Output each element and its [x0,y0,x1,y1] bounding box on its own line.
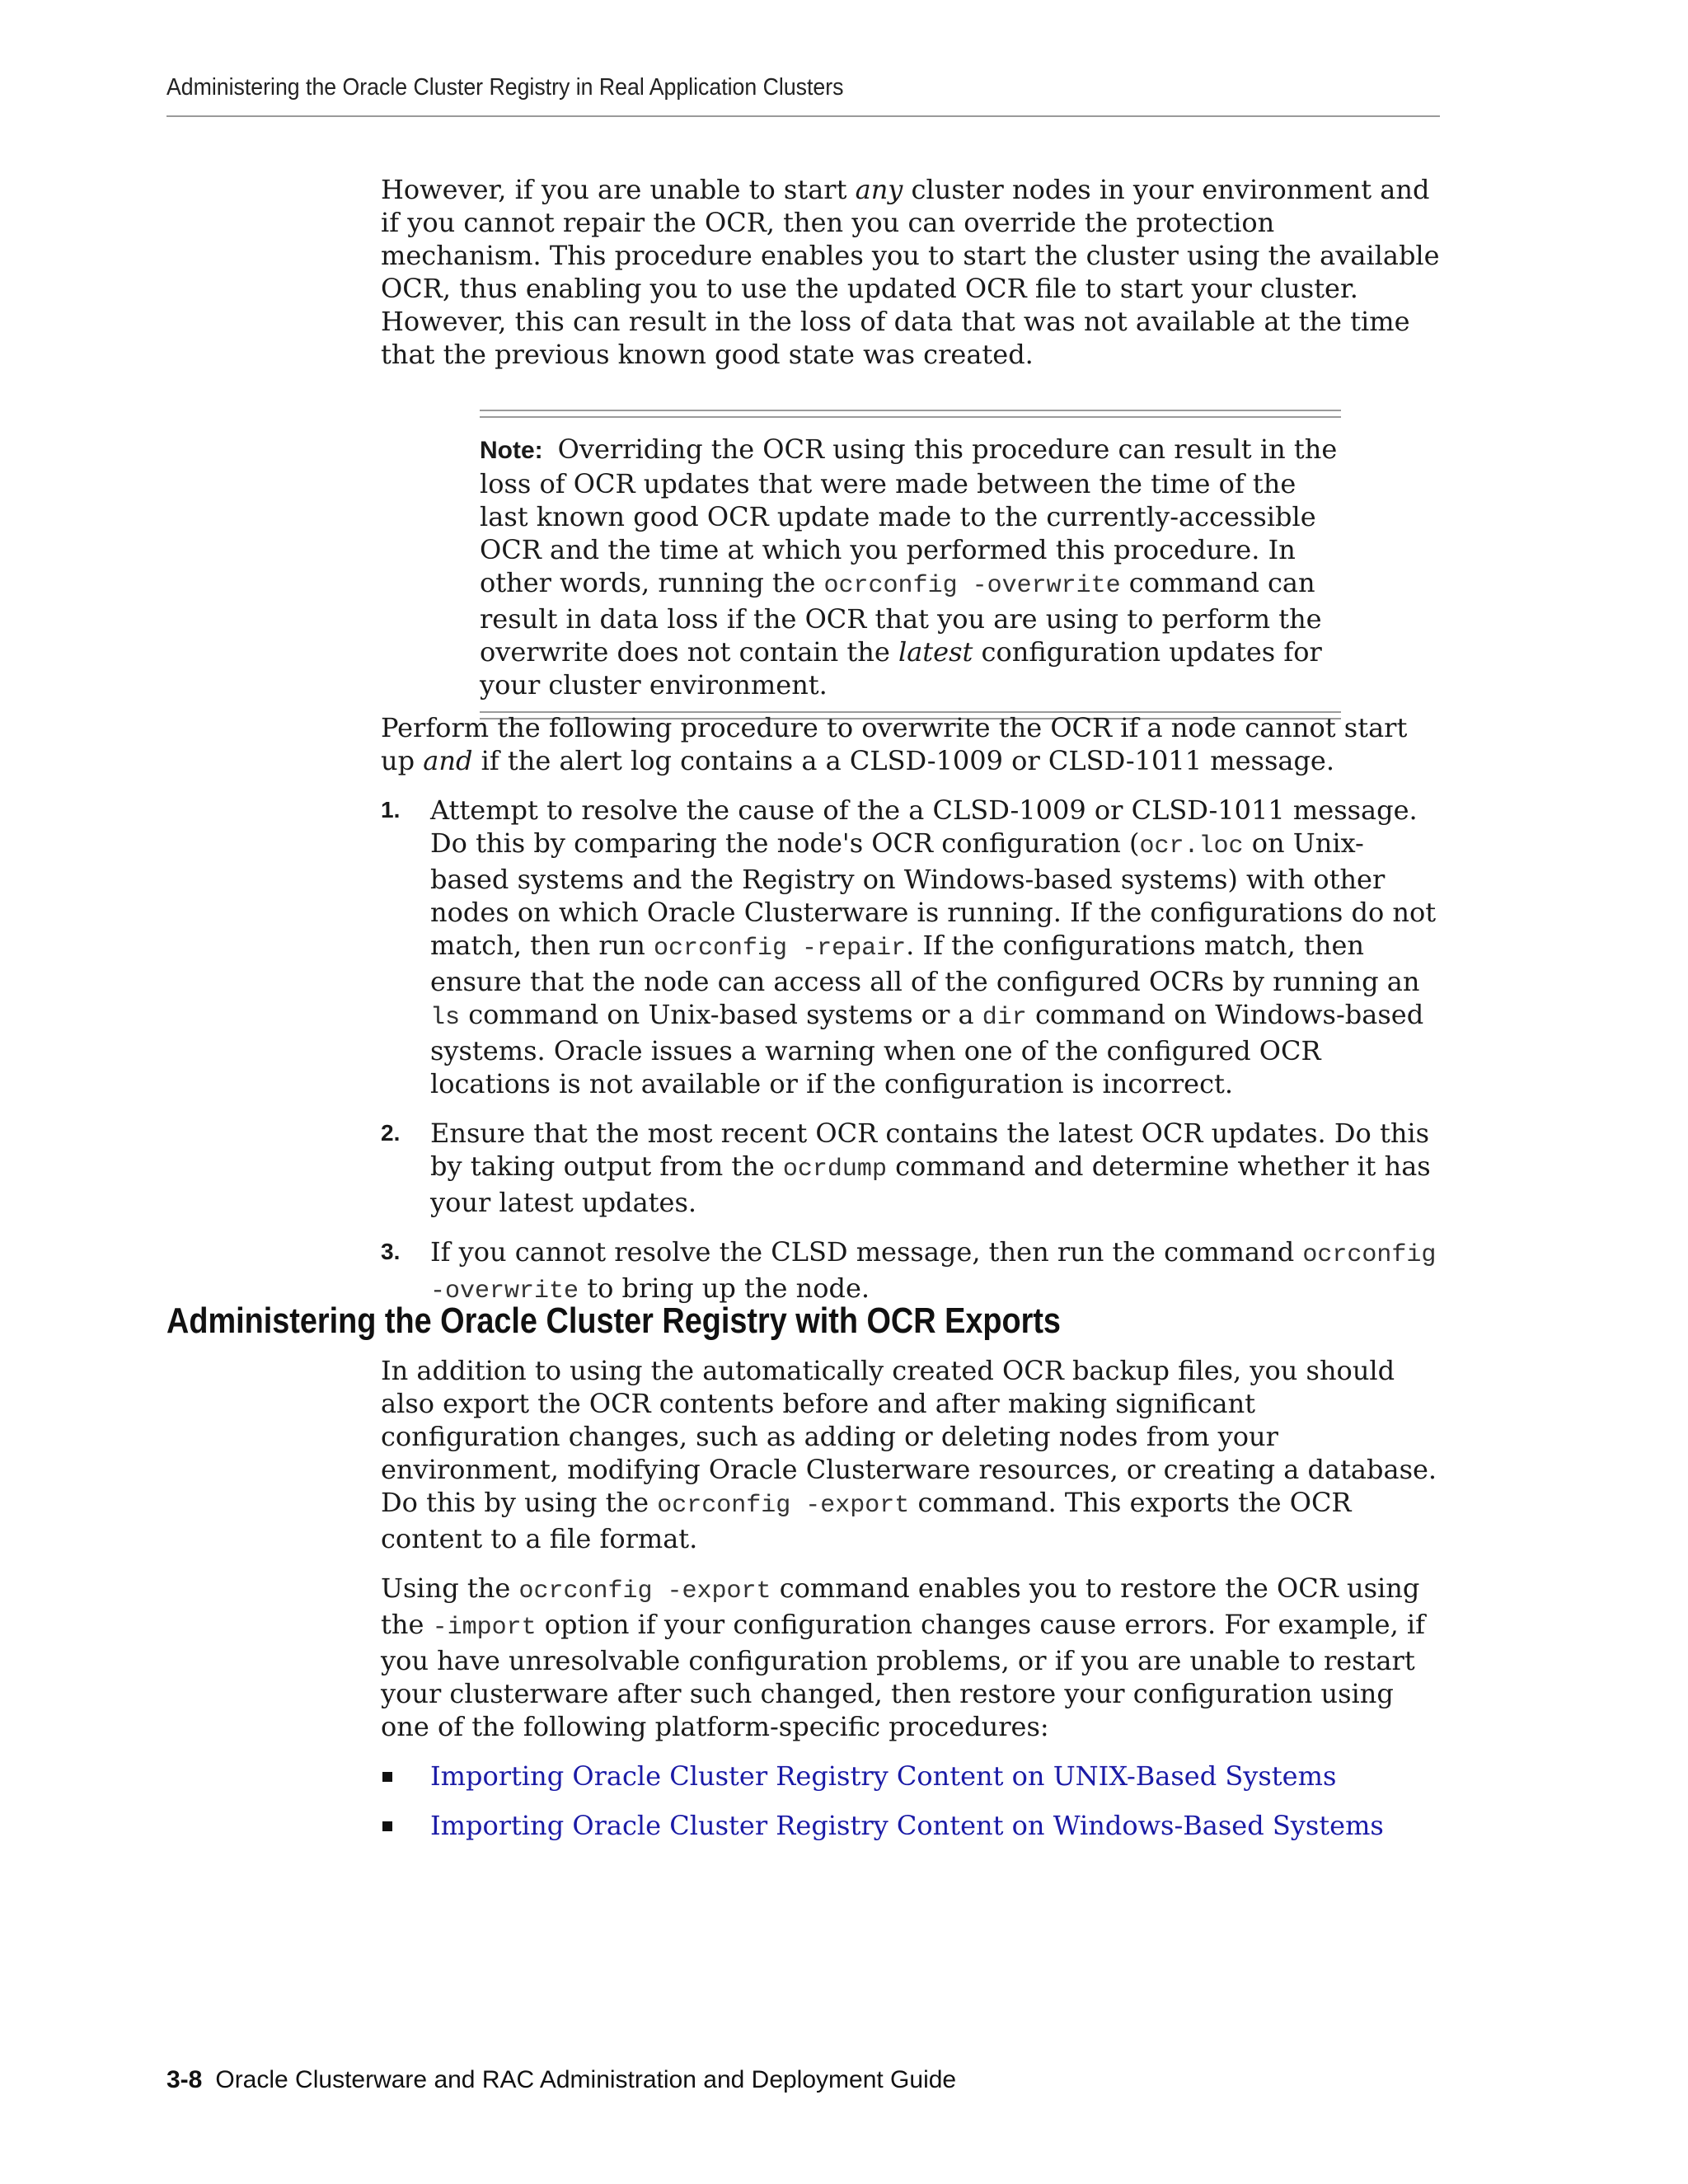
procedure-step [381,1235,1440,1308]
section-code: ocrconfig -export [518,1577,771,1605]
intro-text: However, if you are unable to start [381,174,856,205]
intro-emphasis: any [855,174,903,205]
note-label: Note: [480,437,543,464]
note-text: command can result in data loss if the OCR that you are using to perform the overwrite does not contain the [480,567,1322,668]
step-text: command and determine whether it has your latest updates. [430,1151,1431,1218]
step-text: Attempt to resolve the cause of the a CLSD-1009 or CLSD-1011 message. Do this by comparing the node's OCR configuration ( [430,794,1418,859]
page-footer [166,2066,956,2094]
intro-paragraph [381,173,1440,371]
section-text: command enables you to restore the OCR using the [381,1572,1420,1640]
header-divider [166,115,1440,117]
procedure-intro [381,711,1440,777]
square-bullet-icon [382,1772,392,1782]
procedure-step [381,1117,1440,1219]
bullet-item [381,1809,1440,1842]
step-text: to bring up the node. [579,1272,870,1304]
section-paragraph [381,1572,1440,1743]
section-text: command. This exports the OCR content to a file format. [381,1487,1352,1554]
link-import-unix[interactable]: Importing Oracle Cluster Registry Content on UNIX-Based Systems [430,1760,1337,1792]
step-number: 2. [381,1120,401,1146]
bullet-item [381,1760,1440,1793]
step-code: ocr.loc [1139,832,1244,860]
note-box [480,410,1341,719]
step-number: 1. [381,797,401,823]
step-code: ocrconfig -repair [654,935,907,963]
step-code: dir [982,1004,1027,1032]
section-code: ocrconfig -export [657,1492,910,1520]
step-number: 3. [381,1239,401,1264]
intro-text: cluster nodes in your environment and if you cannot repair the OCR, then you can override the protection mechanism. This procedure enables you to start the cluster using the available OCR, thus enabling you to use the updated OCR file to start your cluster. However, this can result in the loss of data that was not available at the time that the previous known good state was created. [381,174,1440,370]
section-paragraph [381,1354,1440,1555]
procedure-block [381,711,1440,1324]
note-emphasis: latest [898,636,973,668]
book-title: Oracle Clusterware and RAC Administration and Deployment Guide [215,2066,957,2093]
procedure-intro-emphasis: and [423,745,473,776]
step-code: ls [430,1004,461,1032]
note-text: Overriding the OCR using this procedure can result in the loss of OCR updates that were made between the time of the last known good OCR update made to the currently-accessible OCR and the time at which you performed this procedure. In other words, running the [480,434,1338,598]
section-code: -import [432,1614,537,1642]
step-text: Ensure that the most recent OCR contains the latest OCR updates. Do this by taking output from the [430,1118,1430,1182]
note-text: configuration updates for your cluster environment. [480,636,1322,701]
link-import-windows[interactable]: Importing Oracle Cluster Registry Content on Windows-Based Systems [430,1810,1384,1841]
running-header: Administering the Oracle Cluster Registry in Real Application Clusters [166,74,844,101]
step-text: If you cannot resolve the CLSD message, then run the command [430,1236,1303,1268]
step-code: ocrdump [782,1155,887,1183]
section-text: Using the [381,1572,519,1604]
section-heading: Administering the Oracle Cluster Registry with OCR Exports [166,1301,1061,1341]
section-text: option if your configuration changes cause errors. For example, if you have unresolvable configuration problems, or if you are unable to restart your clusterware after such changed, then restore your configuration using one of the following platform-specific procedures: [381,1609,1425,1742]
note-top-rule [480,410,1341,418]
step-text: on Unix-based systems and the Registry on Windows-based systems) with other nodes on which Oracle Clusterware is running. If the configurations do not match, then run [430,827,1437,961]
procedure-step [381,794,1440,1100]
square-bullet-icon [382,1821,392,1831]
step-text: command on Windows-based systems. Oracle issues a warning when one of the configured OCR locations is not available or if the configuration is incorrect. [430,999,1424,1099]
step-text: . If the configurations match, then ensure that the node can access all of the configured OCRs by running an [430,930,1420,997]
step-text: command on Unix-based systems or a [460,999,982,1030]
section-text: In addition to using the automatically created OCR backup files, you should also export the OCR contents before and after making significant configuration changes, such as adding or deleting nodes from your environment, modifying Oracle Clusterware resources, or creating a database. Do this by using the [381,1355,1437,1518]
note-code: ocrconfig -overwrite [823,572,1121,600]
step-code: ocrconfig -overwrite [430,1241,1437,1305]
section-body [381,1354,1440,1842]
page-number: 3-8 [166,2066,203,2093]
procedure-intro-text: Perform the following procedure to overwrite the OCR if a node cannot start up [381,712,1408,776]
procedure-intro-text: if the alert log contains a a CLSD-1009 or CLSD-1011 message. [472,745,1335,776]
